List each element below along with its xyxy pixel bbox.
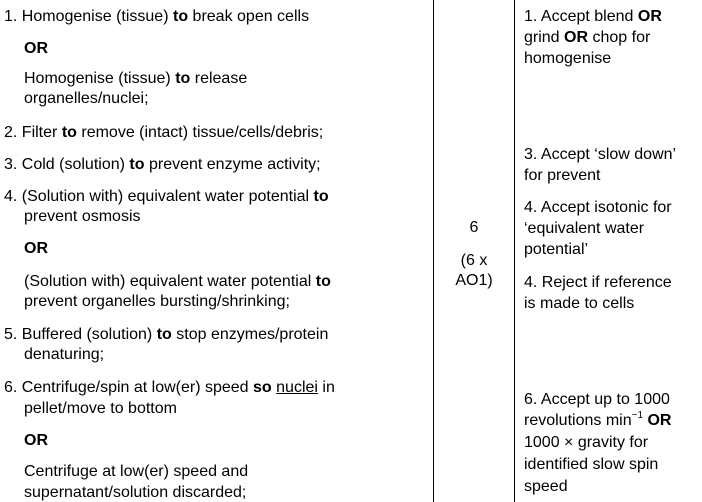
guidance-4b-line1: 4. Reject if reference: [524, 274, 672, 291]
answer-point-1-alt: Homogenise (tissue) to release: [24, 70, 248, 87]
answer-point-6-line2: pellet/move to bottom: [24, 400, 177, 417]
keyword: OR: [647, 412, 672, 429]
guidance-4a-line1: 4. Accept isotonic for: [524, 199, 672, 216]
point-number: 1.: [4, 8, 18, 25]
guidance-6-line5: speed: [524, 478, 568, 495]
answer-point-4-line2: prevent osmosis: [24, 208, 141, 225]
answer-point-3: 3. Cold (solution) to prevent enzyme activity;: [4, 156, 321, 173]
superscript: −1: [631, 409, 644, 421]
or-label: OR: [24, 240, 48, 257]
answer-point-5-line2: denaturing;: [24, 346, 105, 363]
keyword: OR: [564, 29, 589, 46]
answer-point-1: [4, 7, 309, 26]
keyword: OR: [637, 8, 662, 25]
guidance-6-line4: identified slow spin: [524, 456, 659, 473]
or-label: OR: [24, 432, 48, 449]
guidance-6-line2: revolutions $\min^{-1}$ OR: [524, 409, 672, 429]
answer-point-4: 4. (Solution with) equivalent water potential to: [4, 188, 329, 205]
keyword: to: [172, 8, 189, 25]
guidance-3-line2: for prevent: [524, 167, 601, 184]
answer-point-6-alt: Centrifuge at low(er) speed and: [24, 463, 249, 480]
col-divider-2: [514, 0, 515, 502]
ao-label-line2: AO1): [455, 272, 493, 289]
underlined-term: nuclei: [276, 379, 318, 396]
guidance-6-line3: 1000 × gravity for: [524, 434, 649, 451]
keyword: to: [61, 124, 77, 141]
guidance-1-line2: grind OR chop for: [524, 29, 651, 46]
or-label: OR: [24, 40, 48, 57]
guidance-4b-line2: is made to cells: [524, 295, 635, 312]
point-text: break open cells: [192, 8, 310, 25]
marks-value: 6: [469, 219, 479, 236]
ao-label-line1: (6 x: [460, 252, 488, 269]
keyword: to: [175, 70, 191, 87]
answer-point-4-alt: (Solution with) equivalent water potential to: [24, 273, 331, 290]
keyword: to: [129, 156, 145, 173]
answer-point-1-alt-line2: organelles/nuclei;: [24, 90, 149, 107]
answer-point-6: 6. Centrifuge/spin at low(er) speed so nuclei in: [4, 379, 335, 396]
keyword: to: [156, 326, 172, 343]
answer-point-5: 5. Buffered (solution) to stop enzymes/protein: [4, 326, 329, 343]
point-text: Homogenise (tissue): [21, 8, 169, 25]
answer-point-4-alt-line2: prevent organelles bursting/shrinking;: [24, 293, 290, 310]
guidance-1-line1: 1. Accept blend OR: [524, 8, 662, 25]
guidance-3-line1: 3. Accept ‘slow down’: [524, 146, 677, 163]
guidance-1-line3: homogenise: [524, 50, 612, 67]
guidance-4a-line2: ‘equivalent water: [524, 220, 645, 237]
guidance-6-line1: 6. Accept up to 1000: [524, 391, 670, 408]
keyword: so: [253, 379, 272, 396]
keyword: to: [313, 188, 329, 205]
answer-point-2: 2. Filter to remove (intact) tissue/cells/debris;: [4, 124, 324, 141]
keyword: to: [315, 273, 331, 290]
answer-point-6-alt-line2: supernatant/solution discarded;: [24, 484, 247, 501]
guidance-4a-line3: potential’: [524, 241, 589, 258]
